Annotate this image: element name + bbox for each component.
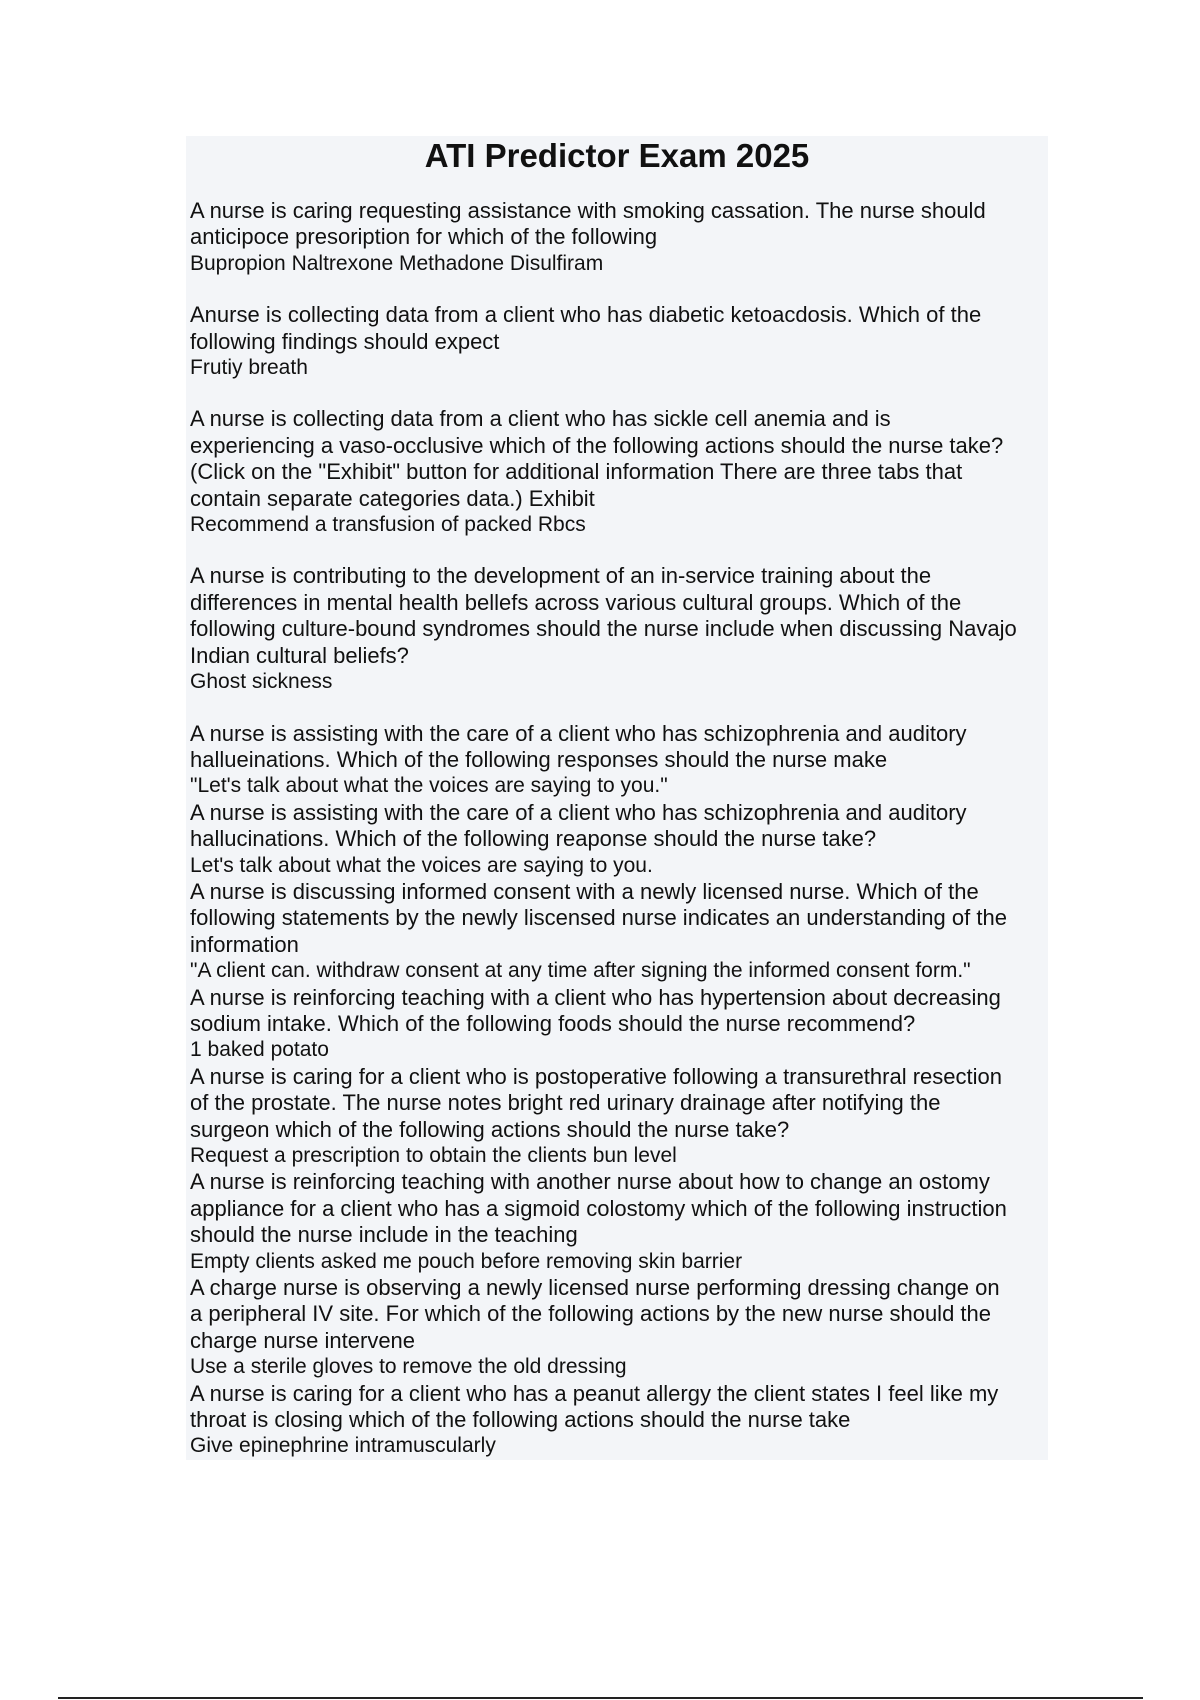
answer-text: Use a sterile gloves to remove the old dressing xyxy=(190,1355,627,1379)
question-text: A nurse is assisting with the care of a client who has schizophrenia and auditory hallueinations. Which of the following responses should the nurse make xyxy=(190,720,967,772)
question-text: A nurse is caring for a client who is postoperative following a transurethral resection of the prostate. The nurse notes bright red urinary drainage after notifying the surgeon which of the following actions should the nurse take? xyxy=(190,1063,1002,1142)
question-item xyxy=(190,985,1048,1064)
question-item xyxy=(190,563,1048,695)
question-text: A charge nurse is observing a newly licensed nurse performing dressing change on a peripheral IV site. For which of the following actions by the new nurse should the charge nurse intervene xyxy=(190,1275,1000,1353)
question-item xyxy=(190,800,1048,879)
question-text: Anurse is collecting data from a client who has diabetic ketoacdosis. Which of the following findings should expect xyxy=(190,302,982,354)
question-item xyxy=(190,1275,1048,1381)
answer-text: Ghost sickness xyxy=(190,670,333,694)
question-item xyxy=(190,302,1048,381)
answer-text: "A client can. withdraw consent at any time after signing the informed consent form." xyxy=(190,959,971,983)
question-item xyxy=(190,1064,1048,1170)
question-text: A nurse is caring requesting assistance with smoking cassation. The nurse should anticipoce presoription for which of the following xyxy=(190,198,986,250)
question-list xyxy=(190,198,1048,1460)
question-text: A nurse is collecting data from a client who has sickle cell anemia and is experiencing a vaso-occlusive which of the following actions should the nurse take? (Click on the "Exhibit" button for additional information There are three tabs that contain separate categories data.) Exhibit xyxy=(190,406,1004,511)
answer-text: Give epinephrine intramuscularly xyxy=(190,1434,496,1458)
answer-text: Bupropion Naltrexone Methadone Disulfiram xyxy=(190,251,604,275)
answer-text: Request a prescription to obtain the clients bun level xyxy=(190,1144,677,1167)
question-item xyxy=(190,1381,1048,1460)
answer-text: Let's talk about what the voices are saying to you. xyxy=(190,853,653,877)
question-text: A nurse is contributing to the development of an in-service training about the differences in mental health bellefs across various cultural groups. Which of the following culture-bound syndromes should the nurse include when discussing Navajo Indian cultural beliefs? xyxy=(190,563,1017,668)
document-title: ATI Predictor Exam 2025 xyxy=(424,137,810,174)
question-item xyxy=(190,721,1048,800)
answer-text: "Let's talk about what the voices are saying to you." xyxy=(190,774,668,798)
answer-text: Frutiy breath xyxy=(190,356,308,380)
question-text: A nurse is caring for a client who has a peanut allergy the client states I feel like my throat is closing which of the following actions should the nurse take xyxy=(190,1380,999,1433)
question-item xyxy=(190,406,1048,538)
question-item xyxy=(190,879,1048,985)
answer-text: Empty clients asked me pouch before removing skin barrier xyxy=(190,1249,743,1273)
question-text: A nurse is discussing informed consent with a newly licensed nurse. Which of the following statements by the newly liscensed nurse indicates an understanding of the information xyxy=(190,878,1007,957)
answer-text: 1 baked potato xyxy=(190,1038,329,1062)
question-text: A nurse is reinforcing teaching with a client who has hypertension about decreasing sodium intake. Which of the following foods should the nurse recommend? xyxy=(190,984,1001,1036)
question-text: A nurse is reinforcing teaching with another nurse about how to change an ostomy appliance for a client who has a sigmoid colostomy which of the following instruction should the nurse include in the teaching xyxy=(190,1169,1007,1248)
question-item xyxy=(190,1169,1048,1275)
footer-divider xyxy=(58,1697,1143,1699)
question-text: A nurse is assisting with the care of a client who has schizophrenia and auditory hallucinations. Which of the following reaponse should the nurse take? xyxy=(190,799,967,852)
answer-text: Recommend a transfusion of packed Rbcs xyxy=(190,513,586,537)
question-item xyxy=(190,198,1048,277)
